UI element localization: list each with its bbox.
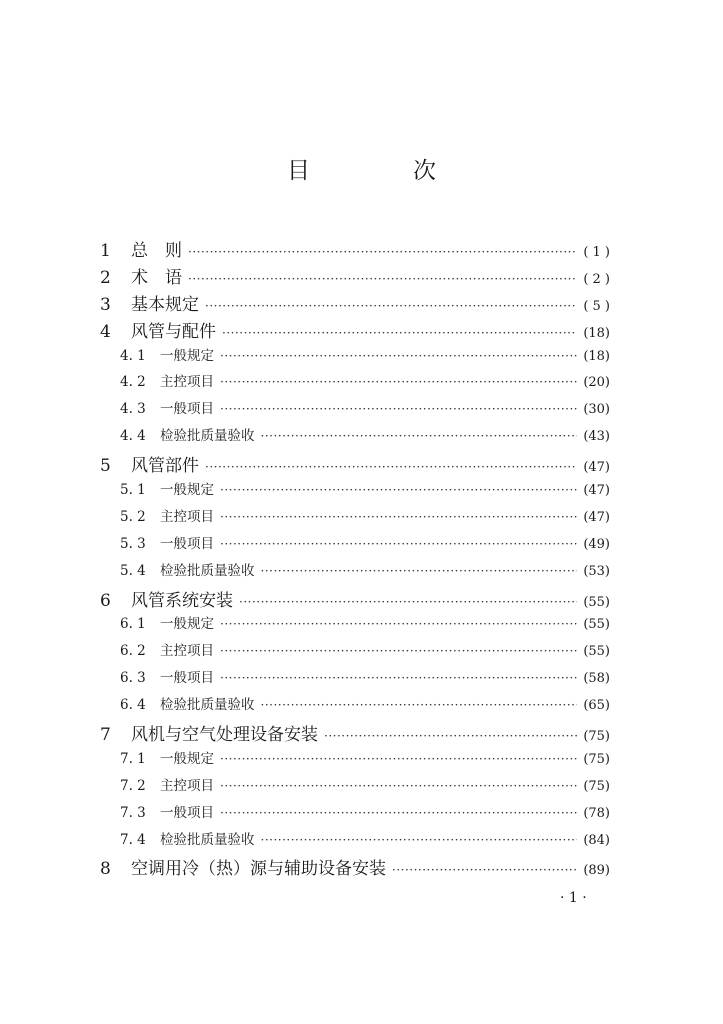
dot-leader <box>261 564 578 578</box>
toc-entry-page: (84) <box>583 832 610 848</box>
toc-entry-title: 主控项目 <box>160 508 214 525</box>
toc-entry-number: 7. 1 <box>120 750 146 767</box>
toc-chapter-entry[interactable] <box>100 236 610 263</box>
toc-entry-title: 检验批质量验收 <box>160 697 255 714</box>
toc-chapter-entry[interactable] <box>100 720 610 747</box>
dot-leader <box>220 779 577 793</box>
dot-leader <box>220 483 577 497</box>
toc-entry-number: 8 <box>100 859 111 880</box>
dot-leader <box>205 460 577 474</box>
toc-entry-title: 一般规定 <box>160 347 214 364</box>
dot-leader <box>188 245 577 259</box>
toc-chapter-entry[interactable] <box>100 451 610 478</box>
toc-entry-page: (55) <box>583 644 610 660</box>
dot-leader <box>205 299 577 313</box>
toc-entry-number: 4 <box>100 321 111 342</box>
dot-leader <box>220 375 577 389</box>
toc-entry-page: (20) <box>583 375 610 391</box>
dot-leader <box>220 644 577 658</box>
toc-entry-title: 风管系统安装 <box>131 590 233 611</box>
dot-leader <box>220 537 577 551</box>
toc-entry-page: (65) <box>583 698 610 714</box>
toc-entry-title: 一般项目 <box>160 535 214 552</box>
dot-leader <box>261 429 578 443</box>
toc-entry-number: 6. 2 <box>120 643 146 660</box>
toc-entry-page: ( 2 ) <box>583 271 610 287</box>
toc-entry-number: 7. 3 <box>120 804 146 821</box>
dot-leader <box>220 510 577 524</box>
toc-entry-page: (18) <box>583 348 610 364</box>
dot-leader <box>324 729 577 743</box>
toc-entry-title: 总 则 <box>131 241 182 261</box>
toc-entry-page: (47) <box>583 483 610 499</box>
toc-section-entry[interactable] <box>100 639 610 666</box>
toc-entry-title: 主控项目 <box>160 374 214 391</box>
page-title: 目 次 <box>287 158 476 184</box>
toc-entry-number: 5 <box>100 456 111 477</box>
toc-entry-page: (30) <box>583 402 610 418</box>
toc-entry-page: (78) <box>583 805 610 821</box>
toc-entry-title: 一般项目 <box>160 804 214 821</box>
toc-entry-title: 检验批质量验收 <box>160 428 255 445</box>
toc-entry-number: 5. 4 <box>120 562 146 579</box>
toc-entry-number: 7 <box>100 725 111 746</box>
toc-entry-title: 基本规定 <box>131 294 199 315</box>
toc-entry-number: 6. 1 <box>120 616 146 633</box>
toc-entry-number: 4. 1 <box>120 347 146 364</box>
toc-entry-page: (55) <box>583 594 610 610</box>
toc-entry-title: 一般规定 <box>160 750 214 767</box>
dot-leader <box>220 402 577 416</box>
toc-section-entry[interactable] <box>100 666 610 693</box>
toc-section-entry[interactable] <box>100 612 610 639</box>
dot-leader <box>220 806 577 820</box>
toc-entry-page: (43) <box>583 429 610 445</box>
toc-entry-page: (47) <box>583 509 610 525</box>
toc-chapter-entry[interactable] <box>100 263 610 290</box>
toc-entry-page: (53) <box>583 563 610 579</box>
toc-section-entry[interactable] <box>100 559 610 586</box>
toc-section-entry[interactable] <box>100 370 610 397</box>
dot-leader <box>239 595 577 609</box>
toc-section-entry[interactable] <box>100 478 610 505</box>
toc-entry-page: (55) <box>583 617 610 633</box>
toc-chapter-entry[interactable] <box>100 586 610 613</box>
toc-chapter-entry[interactable] <box>100 317 610 344</box>
page-number: · 1 · <box>560 890 587 906</box>
toc-entry-title: 风管与配件 <box>131 321 216 342</box>
toc-entry-page: (18) <box>583 325 610 341</box>
toc-entry-page: (75) <box>583 729 610 745</box>
toc-entry-page: (89) <box>583 863 610 879</box>
dot-leader <box>261 698 578 712</box>
toc-entry-number: 4. 3 <box>120 401 146 418</box>
table-of-contents <box>100 236 610 881</box>
toc-entry-page: (58) <box>583 671 610 687</box>
dot-leader <box>392 863 577 877</box>
toc-entry-title: 术 语 <box>131 267 182 288</box>
toc-entry-number: 6 <box>100 590 111 611</box>
toc-entry-number: 6. 3 <box>120 670 146 687</box>
toc-entry-page: ( 5 ) <box>583 298 610 314</box>
toc-section-entry[interactable] <box>100 505 610 532</box>
toc-section-entry[interactable] <box>100 747 610 774</box>
toc-entry-number: 2 <box>100 267 111 288</box>
toc-section-entry[interactable] <box>100 397 610 424</box>
toc-entry-page: (75) <box>583 778 610 794</box>
toc-entry-number: 4. 4 <box>120 428 146 445</box>
dot-leader <box>188 272 577 286</box>
toc-section-entry[interactable] <box>100 801 610 828</box>
dot-leader <box>261 833 578 847</box>
toc-entry-title: 主控项目 <box>160 777 214 794</box>
toc-entry-title: 一般规定 <box>160 616 214 633</box>
toc-entry-number: 7. 4 <box>120 831 146 848</box>
dot-leader <box>222 326 577 340</box>
toc-section-entry[interactable] <box>100 424 610 451</box>
toc-section-entry[interactable] <box>100 344 610 371</box>
toc-entry-title: 风机与空气处理设备安装 <box>131 725 318 746</box>
dot-leader <box>220 752 577 766</box>
toc-entry-title: 主控项目 <box>160 643 214 660</box>
toc-section-entry[interactable] <box>100 693 610 720</box>
toc-entry-title: 一般规定 <box>160 482 214 499</box>
toc-entry-page: ( 1 ) <box>583 245 610 260</box>
toc-section-entry[interactable] <box>100 774 610 801</box>
toc-entry-title: 风管部件 <box>131 456 199 477</box>
toc-entry-title: 一般项目 <box>160 670 214 687</box>
toc-chapter-entry[interactable] <box>100 290 610 317</box>
toc-section-entry[interactable] <box>100 532 610 559</box>
toc-chapter-entry[interactable] <box>100 854 610 881</box>
toc-entry-title: 空调用冷（热）源与辅助设备安装 <box>131 859 386 880</box>
toc-entry-title: 一般项目 <box>160 401 214 418</box>
toc-section-entry[interactable] <box>100 828 610 855</box>
dot-leader <box>220 349 577 363</box>
toc-entry-number: 4. 2 <box>120 374 146 391</box>
toc-entry-number: 3 <box>100 294 111 315</box>
toc-entry-title: 检验批质量验收 <box>160 562 255 579</box>
dot-leader <box>220 671 577 685</box>
toc-entry-number: 7. 2 <box>120 777 146 794</box>
toc-entry-number: 5. 3 <box>120 535 146 552</box>
toc-entry-number: 6. 4 <box>120 697 146 714</box>
toc-entry-number: 1 <box>100 241 111 261</box>
toc-entry-page: (75) <box>583 751 610 767</box>
dot-leader <box>220 617 577 631</box>
toc-entry-page: (47) <box>583 460 610 476</box>
toc-entry-page: (49) <box>583 536 610 552</box>
toc-entry-number: 5. 1 <box>120 482 146 499</box>
toc-entry-number: 5. 2 <box>120 508 146 525</box>
toc-entry-title: 检验批质量验收 <box>160 831 255 848</box>
